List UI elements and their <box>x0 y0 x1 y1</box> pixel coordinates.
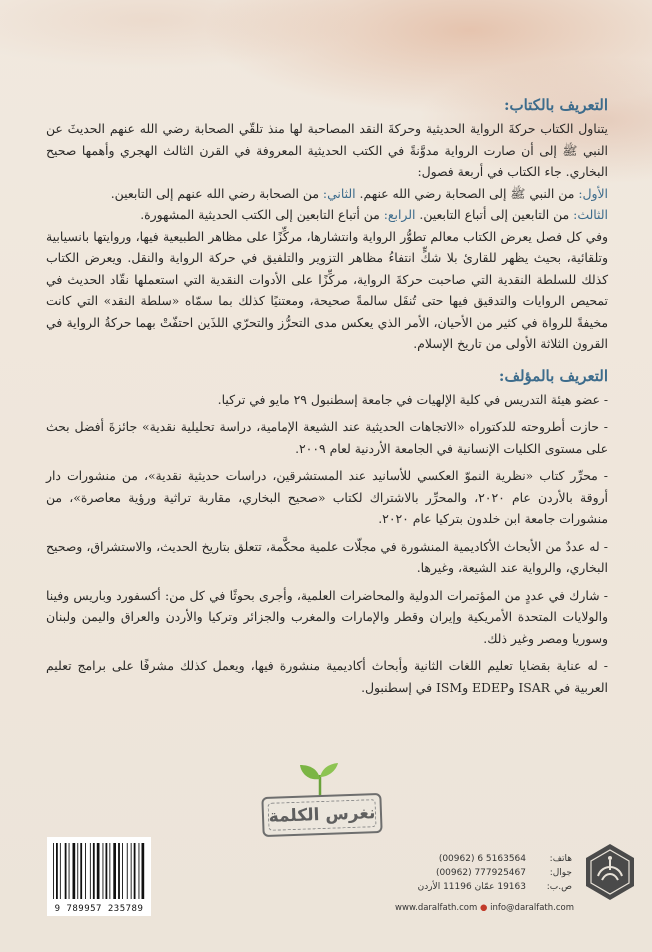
phone-value: (00962) 6 5163564 <box>438 854 526 864</box>
publisher-logo <box>582 842 638 902</box>
barcode-bar <box>127 843 128 899</box>
barcode-bar <box>113 843 116 899</box>
contact-info <box>382 852 572 894</box>
barcode-bar <box>106 843 108 899</box>
barcode-bar <box>56 843 58 899</box>
chapters-line-1 <box>46 183 608 205</box>
barcode-bar <box>103 843 104 899</box>
book-intro-paragraph: يتناول الكتاب حركةَ الرواية الحديثية وحركةَ النقد المصاحبة لها منذ تلقّي الصحابة رضي الله عنهم الحديثَ عن النبي ﷺ إلى أن صارت الرواية مدوَّنةً في الكتب الحديثية المعروفة في القرن الثالث الهجري وأهمها صحيح البخاري. جاء الكتاب في أربعة فصول: <box>46 121 608 179</box>
website-link[interactable]: www.daralfath.com <box>395 903 478 913</box>
barcode-bar <box>122 843 123 899</box>
barcode-bar <box>142 843 145 899</box>
chapter-2-label: الثاني: <box>322 185 356 201</box>
barcode-bar <box>60 843 61 899</box>
email-link[interactable]: info@daralfath.com <box>490 903 574 913</box>
chapter-3-label: الثالث: <box>573 207 608 222</box>
isbn-number: 9 789957 235789 <box>54 904 144 914</box>
barcode-bar <box>139 843 140 899</box>
pobox-value: 19163 عمّان 11196 الأردن <box>417 882 526 892</box>
author-bullet: - له عددٌ من الأبحاث الأكاديمية المنشورة في مجلّات علمية محكَّمة، تتعلق بتاريخ الحديث، والاستشراق، وصحيح البخاري، والرواية عند الشيعة، وغيرها. <box>46 538 608 575</box>
barcode-bars <box>47 837 151 903</box>
barcode-bar <box>80 843 82 899</box>
barcode-bar <box>53 843 54 899</box>
barcode-bar <box>134 843 136 899</box>
barcode-bar <box>118 843 120 899</box>
stamp-border <box>268 799 377 831</box>
mobile-row <box>382 866 572 880</box>
chapter-2-text: من الصحابة رضي الله عنهم إلى التابعين. <box>110 185 323 201</box>
barcode-bar <box>109 843 110 899</box>
phone-row <box>382 852 572 866</box>
pobox-row <box>382 880 572 894</box>
author-intro-heading: التعريف بالمؤلف: <box>498 366 608 385</box>
barcode-bar <box>131 843 132 899</box>
dar-alfath-logo-icon <box>582 842 638 902</box>
author-section <box>46 367 608 699</box>
chapters-line-2 <box>46 204 608 226</box>
book-description-paragraph: وفي كل فصل يعرض الكتاب معالم تطوُّر الرواية وانتشارها، مركِّزًا على مظاهر الطبيعية فيها، وروايتها بانسيابية وتلقائية، بحيث يظهر للقارئ بلا شكٍّ انتفاءُ مظاهر التزوير والتلفيق في حركة الرواية والنقل. ويعرض الكتاب كذلك للسلطة النقدية التي صاحبت حركةَ الرواية، مركِّزًا على الأدوات النقدية التي استعملها نقّاد الحديث في تمحيص الروايات والتدقيق فيها حتى تُنقَل سالمةً صحيحة، ومعتنيًا كذلك بما سمّاه «سلطة النقد» التي كانت مخيفةً للرواة في كثير من الأحيان، الأمر الذي يعكس مدى التحرُّز والتحرّي اللذَين احتفّتْ بهما حركةُ الرواية في القرون الثلاثة الأولى من تاريخ الإسلام. <box>46 228 608 351</box>
phone-label: هاتف: <box>549 854 572 864</box>
barcode-bar <box>90 843 91 899</box>
book-intro-heading: التعريف بالكتاب: <box>503 96 608 114</box>
author-bullet: - شارك في عددٍ من المؤتمرات الدولية والمحاضرات العلمية، وأجرى بحوثًا في كل من: أكسفورد وباريس وفينا والولايات المتحدة الأمريكية وإيران وقطر والإمارات والمغرب والجزائر وتركيا والأردن والعراق واليمن ولبنان وسوريا ومصر وغير ذلك. <box>46 587 608 646</box>
stamp <box>261 793 382 837</box>
barcode-bar <box>65 843 67 899</box>
mobile-value: (00962) 777925467 <box>435 868 526 878</box>
web-contact <box>338 903 574 913</box>
barcode-bar <box>93 843 95 899</box>
cover-text <box>46 96 608 704</box>
sprout-icon <box>298 763 342 797</box>
barcode-bar <box>77 843 78 899</box>
pobox-label: ص.ب: <box>546 882 572 892</box>
author-bullet: - له عناية بقضايا تعليم اللغات الثانية وأبحاث أكاديمية منشورة فيها، ويعمل كذلك مشرفًا على برامج تعليم العربية في ISAR وEDEP وISM في إسطنبول. <box>46 658 608 695</box>
chapter-1-label: الأول: <box>578 185 608 201</box>
chapter-1-text: من النبي ﷺ إلى الصحابة رضي الله عنهم. <box>359 185 579 201</box>
bullet-dot-icon: ● <box>479 903 488 913</box>
stamp-text: نغرس الكلمة <box>268 803 376 827</box>
barcode-bar <box>73 843 76 899</box>
series-logo <box>262 783 382 843</box>
author-bullet: - عضو هيئة التدريس في كلية الإلهيات في جامعة إسطنبول ٢٩ مايو في تركيا. <box>217 391 608 407</box>
chapter-4-text: من أتباع التابعين إلى الكتب الحديثية المشهورة. <box>140 207 384 222</box>
author-bullet: - حازت أطروحته للدكتوراه «الاتجاهات الحديثية عند الشيعة الإمامية، دراسة تحليلية نقدية» جائزةَ أفضل بحث على مستوى الكليات الإنسانية في الجامعة الأردنية لعام ٢٠٠٩. <box>46 419 608 456</box>
barcode-bar <box>85 843 86 899</box>
author-bullet: - محرِّر كتاب «نظرية النموّ العكسي للأسانيد عند المستشرقين، دراسات حديثية نقدية»، من منشورات دار أروقة بالأردن عام ٢٠٢٠، والمحرِّر بالاشتراك لكتاب «صحيح البخاري، مقاربة تراثية ورؤية معاصرة»، من منشورات جامعة ابن خلدون بتركيا عام ٢٠٢٠. <box>46 468 608 526</box>
isbn-barcode <box>47 837 151 916</box>
chapter-4-label: الرابع: <box>383 207 416 222</box>
barcode-bar <box>69 843 70 899</box>
barcode-bar <box>97 843 100 899</box>
chapter-3-text: من التابعين إلى أتباع التابعين. <box>419 207 574 222</box>
mobile-label: جوال: <box>549 868 572 878</box>
